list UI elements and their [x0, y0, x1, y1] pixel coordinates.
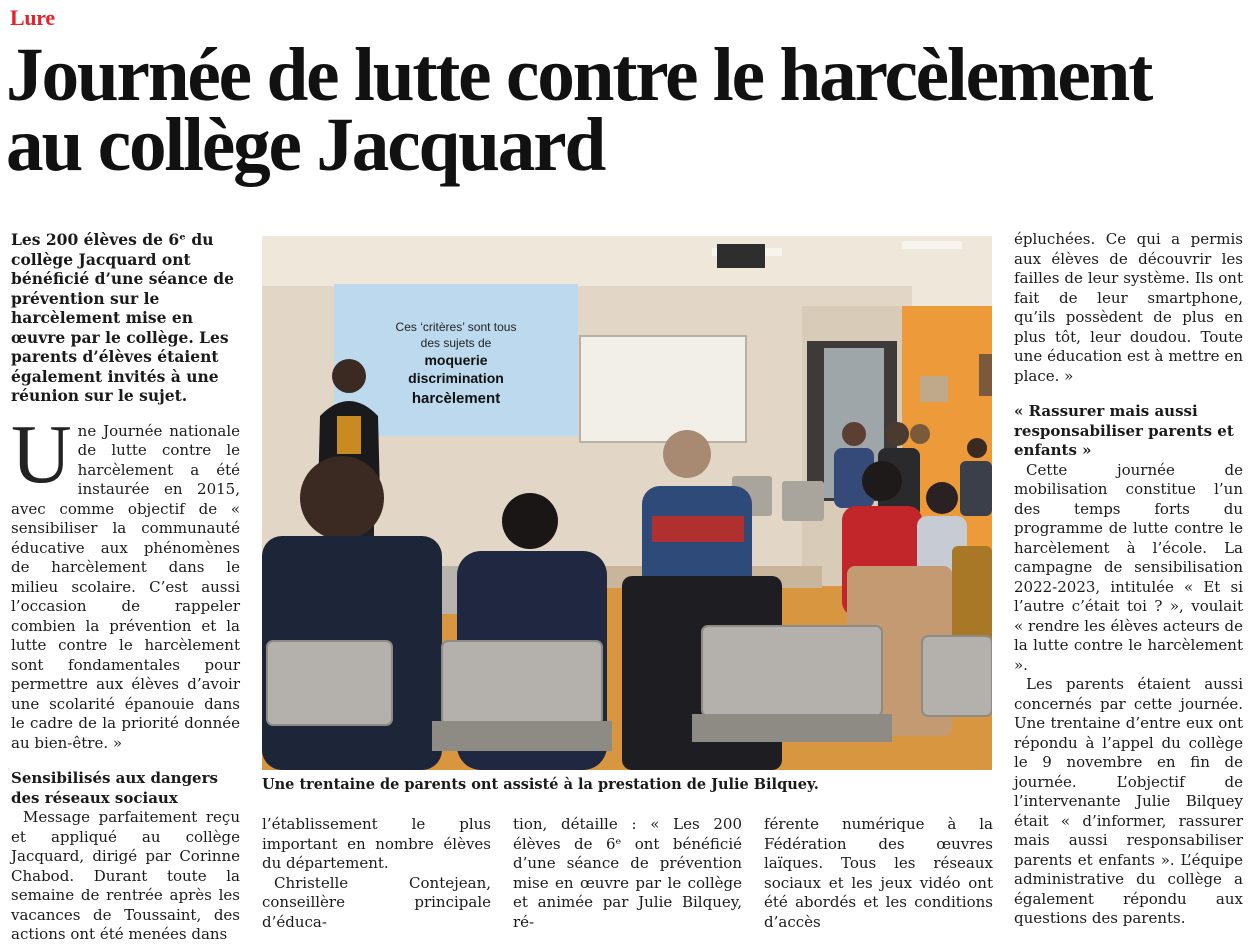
screen-text-3: moquerie: [424, 352, 488, 368]
screen-text-4: discrimination: [408, 370, 504, 386]
article-column-3: [513, 815, 742, 932]
col3-paragraph-1: tion, détaille : « Les 200 élèves de 6ᵉ ont bénéficié d’une séance de prévention mise en œuvre par le collège et animée par Julie Bilquey, ré-: [513, 815, 742, 931]
headline: [6, 33, 1152, 187]
headline-line-2: au collège Jacquard: [6, 103, 605, 187]
chapo: Les 200 élèves de 6ᵉ du collège Jacquard ont bénéficié d’une séance de prévention sur le harcèlement mise en œuvre par le collège. Les parents d’élèves étaient également invités à une réunion sur le sujet.: [11, 230, 235, 405]
photo-illustration: [262, 236, 992, 770]
screen-text-5: harcèlement: [411, 390, 501, 407]
article-photo: [262, 236, 992, 770]
subhead-rassurer: « Rassurer mais aussi responsabiliser parents et enfants »: [1014, 402, 1234, 459]
dropcap: U: [11, 407, 72, 501]
col2-paragraph-2: Christelle Contejean, conseillère principale d’éduca-: [262, 873, 491, 931]
col5-paragraph-2: Cette journée de mobilisation constitue l’un des temps forts du programme de lutte contre le harcèlement à l’école. La campagne de sensibilisation 2022-2023, intitulée « Et si l’autre c’était toi ? », voulait « rendre les élèves acteurs de la lutte contre le harcèlement ».: [1014, 460, 1243, 674]
col4-paragraph-1: férente numérique à la Fédération des œuvres laïques. Tous les réseaux sociaux et les jeux vidéo ont été abordés et les conditions d’accès: [764, 815, 993, 931]
article-column-5: [1014, 230, 1243, 929]
subhead-reseaux-sociaux: Sensibilisés aux dangers des réseaux sociaux: [11, 769, 218, 807]
intro-paragraph: ne Journée nationale de lutte contre le harcèlement a été instaurée en 2015, avec comme objectif de « sensibiliser la communauté éducative aux phénomènes de harcèlement dans le milieu scolaire. C’est aussi l’occasion de rappeler combien la prévention et la lutte contre le harcèlement sont fondamentales pour permettre aux élèves d’avoir une scolarité épanouie dans le cadre de la priorité donnée au bien-être. »: [11, 421, 240, 752]
section-label: Lure: [10, 5, 55, 30]
screen-text-2: des sujets de: [420, 336, 492, 350]
article-column-4: [764, 815, 993, 932]
col5-paragraph-3: Les parents étaient aussi concernés par cette journée. Une trentaine d’entre eux ont répondu à l’appel du collège le 9 novembre en fin de journée. L’objectif de l’intervenante Julie Bilquey était « d’informer, rassurer mais aussi responsabiliser parents et enfants ». L’équipe administrative du collège a également répondu aux questions des parents.: [1014, 675, 1243, 927]
col5-paragraph-1: épluchées. Ce qui a permis aux élèves de découvrir les failles de leur système. Ils ont fait de leur smartphone, qu’ils possèdent de plus en plus tôt, leur doudou. Toute une éducation est à mettre en place. »: [1014, 230, 1243, 385]
screen-text-1: Ces ‘critères’ sont tous: [395, 320, 517, 334]
photo-caption: Une trentaine de parents ont assisté à la prestation de Julie Bilquey.: [262, 776, 819, 793]
col2-paragraph-1: l’établissement le plus important en nombre élèves du département.: [262, 815, 491, 872]
article-column-1: [11, 230, 240, 945]
headline-line-1: Journée de lutte contre le harcèlement: [6, 33, 1152, 117]
paragraph-message: Message parfaitement reçu et appliqué au collège Jacquard, dirigé par Corinne Chabod. Durant toute la semaine de rentrée après les vacances de Toussaint, des actions ont été menées dans: [11, 808, 240, 943]
article-column-2: [262, 815, 491, 932]
